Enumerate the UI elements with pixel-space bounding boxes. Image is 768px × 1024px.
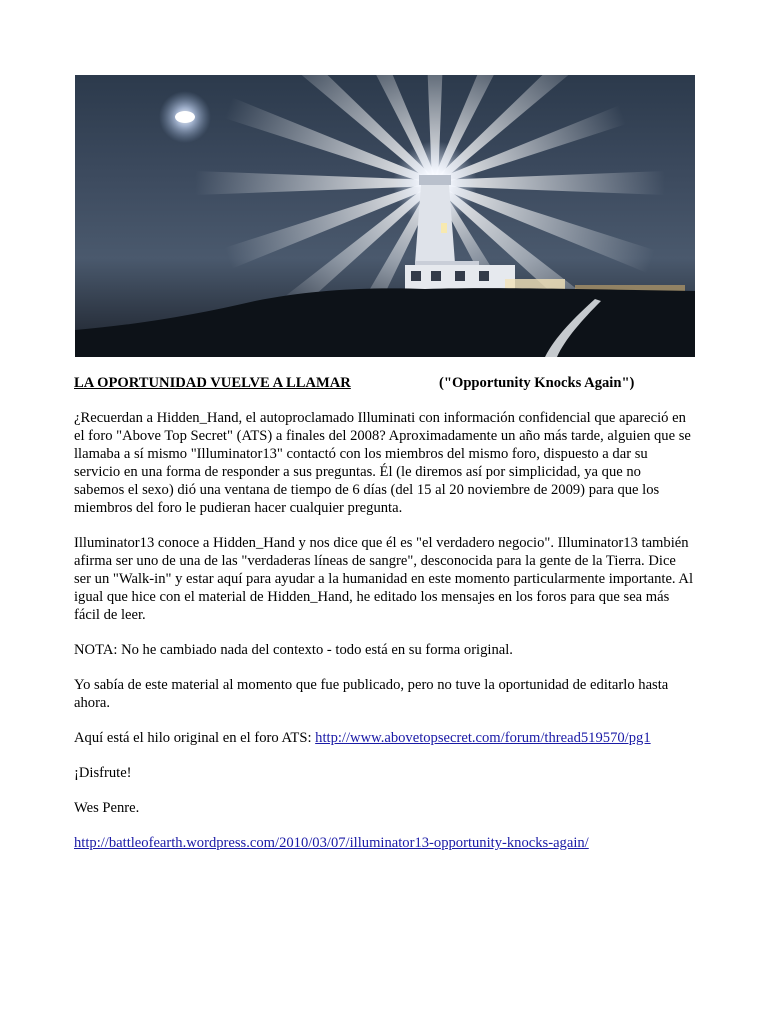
paragraph-illuminator13: Illuminator13 conoce a Hidden_Hand y nos dice que él es "el verdadero negocio". Illuminator13 también afirma ser uno de una de las "verdaderas líneas de sangre", desconocida para la gente de la Tierra. Dice ser un "Walk-in" y estar aquí para ayudar a la humanidad en este momento particularmente importante. Al igual que hice con el material de Hidden_Hand, he editado los mensajes en los foros para que sea más fácil de leer. [74,535,694,623]
source-link[interactable]: http://battleofearth.wordpress.com/2010/03/07/illuminator13-opportunity-knocks-again/ [74,835,589,851]
document-title: LA OPORTUNIDAD VUELVE A LLAMAR [74,375,351,391]
original-thread-label: Aquí está el hilo original en el foro ATS: [74,730,316,746]
heading-row [74,374,694,392]
cliff [75,288,695,357]
paragraph-enjoy: ¡Disfrute! [74,765,132,781]
ats-thread-link[interactable]: http://www.abovetopsecret.com/forum/thread519570/pg1 [315,730,651,746]
paragraph-editing: Yo sabía de este material al momento que fue publicado, pero no tuve la oportunidad de editarlo hasta ahora. [74,677,669,711]
moon [175,111,195,123]
document-body [74,374,694,869]
paragraph-note: NOTA: No he cambiado nada del contexto - todo está en su forma original. [74,642,513,658]
lighthouse-illustration [75,75,695,357]
signature: Wes Penre. [74,800,140,816]
paragraph-intro: ¿Recuerdan a Hidden_Hand, el autoproclamado Illuminati con información confidencial que apareció en el foro "Above Top Secret" (ATS) a finales del 2008? Aproximadamente un año más tarde, alguien que se llamaba a sí mismo "Illuminator13" contactó con los miembros del mismo foro, dispuesto a dar su servicio en una forma de responder a sus preguntas. Él (le diremos así por simplicidad, ya que no sabemos el sexo) dió una ventana de tiempo de 6 días (del 15 al 20 noviembre de 2009) para que los miembros del foro le pudieran hacer cualquier pregunta. [74,410,691,516]
lighthouse-image [75,75,695,357]
paragraph-source [74,834,694,852]
document-subtitle: ("Opportunity Knocks Again") [439,375,635,391]
paragraph-original-thread [74,729,694,747]
